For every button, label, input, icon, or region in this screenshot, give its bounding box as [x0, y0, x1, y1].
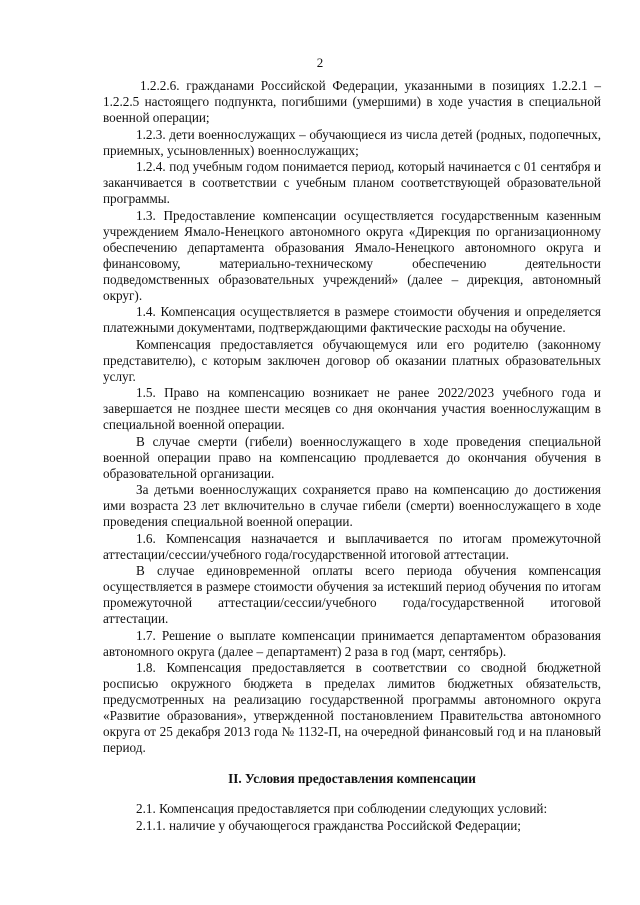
paragraph-1-5-death: В случае смерти (гибели) военнослужащего в ходе проведения специальной военной операции право на компенсацию продлевается до окончания обучения в образовательной организации. — [103, 433, 601, 481]
paragraph-1-2-4: 1.2.4. под учебным годом понимается период, который начинается с 01 сентября и заканчивается в соответствии с учебным планом соответствующей образовательной программы. — [103, 159, 601, 206]
paragraph-1-5: 1.5. Право на компенсацию возникает не ранее 2022/2023 учебного года и завершается не позднее шести месяцев со дня окончания участия военнослужащим в специальной военной операции. — [103, 385, 601, 432]
paragraph-1-8: 1.8. Компенсация предоставляется в соответствии со сводной бюджетной росписью окружного бюджета в пределах лимитов бюджетных обязательств, предусмотренных на реализацию государственной программы автономного округа «Развитие образования», утвержденной постановлением Правительства автономного округа от 25 декабря 2013 года № 1132-П, на очередной финансовый год и на плановый период. — [103, 660, 601, 755]
paragraph-2-1-1: 2.1.1. наличие у обучающегося гражданства Российской Федерации; — [136, 817, 521, 833]
paragraph-1-2-2-6: 1.2.2.6. гражданами Российской Федерации, указанными в позициях 1.2.2.1 – 1.2.2.5 настоящего подпункта, погибшими (умершими) в ходе участия в специальной военной операции; — [103, 78, 601, 125]
paragraph-1-4-recipient: Компенсация предоставляется обучающемуся или его родителю (законному представителю), с которым заключен договор об оказании платных образовательных услуг. — [103, 336, 601, 384]
document-body — [103, 78, 601, 834]
paragraph-1-6-lump-sum: В случае единовременной оплаты всего периода обучения компенсация осуществляется в размере стоимости обучения за истекший период обучения по итогам промежуточной аттестации/сессии/учебного года/государственной итоговой аттестации. — [103, 563, 601, 626]
paragraph-1-4: 1.4. Компенсация осуществляется в размере стоимости обучения и определяется платежными документами, подтверждающими фактические расходы на обучение. — [103, 304, 601, 335]
paragraph-1-5-children: За детьми военнослужащих сохраняется право на компенсацию до достижения ими возраста 23 лет включительно в случае гибели (смерти) военнослужащего в ходе проведения специальной военной операции. — [103, 482, 601, 529]
paragraph-1-6: 1.6. Компенсация назначается и выплачивается по итогам промежуточной аттестации/сессии/учебного года/государственной итоговой аттестации. — [103, 530, 601, 562]
paragraph-1-2-3: 1.2.3. дети военнослужащих – обучающиеся из числа детей (родных, подопечных, приемных, усыновленных) военнослужащих; — [103, 126, 601, 158]
section-heading: II. Условия предоставления компенсации — [228, 771, 476, 786]
paragraph-2-1: 2.1. Компенсация предоставляется при соблюдении следующих условий: — [136, 801, 548, 816]
paragraph-1-7: 1.7. Решение о выплате компенсации принимается департаментом образования автономного округа (далее – департамент) 2 раза в год (март, сентябрь). — [103, 627, 601, 659]
page-number: 2 — [316, 55, 324, 70]
paragraph-1-3: 1.3. Предоставление компенсации осуществляется государственным казенным учреждением Ямало-Ненецкого автономного округа «Дирекция по организационному обеспечению департамента образования Ямало-Ненецкого автономного округа и финансовому, материально-техническому обеспечению деятельности подведомственных образовательных учреждений» (далее – дирекция, автономный округ). — [103, 207, 601, 303]
